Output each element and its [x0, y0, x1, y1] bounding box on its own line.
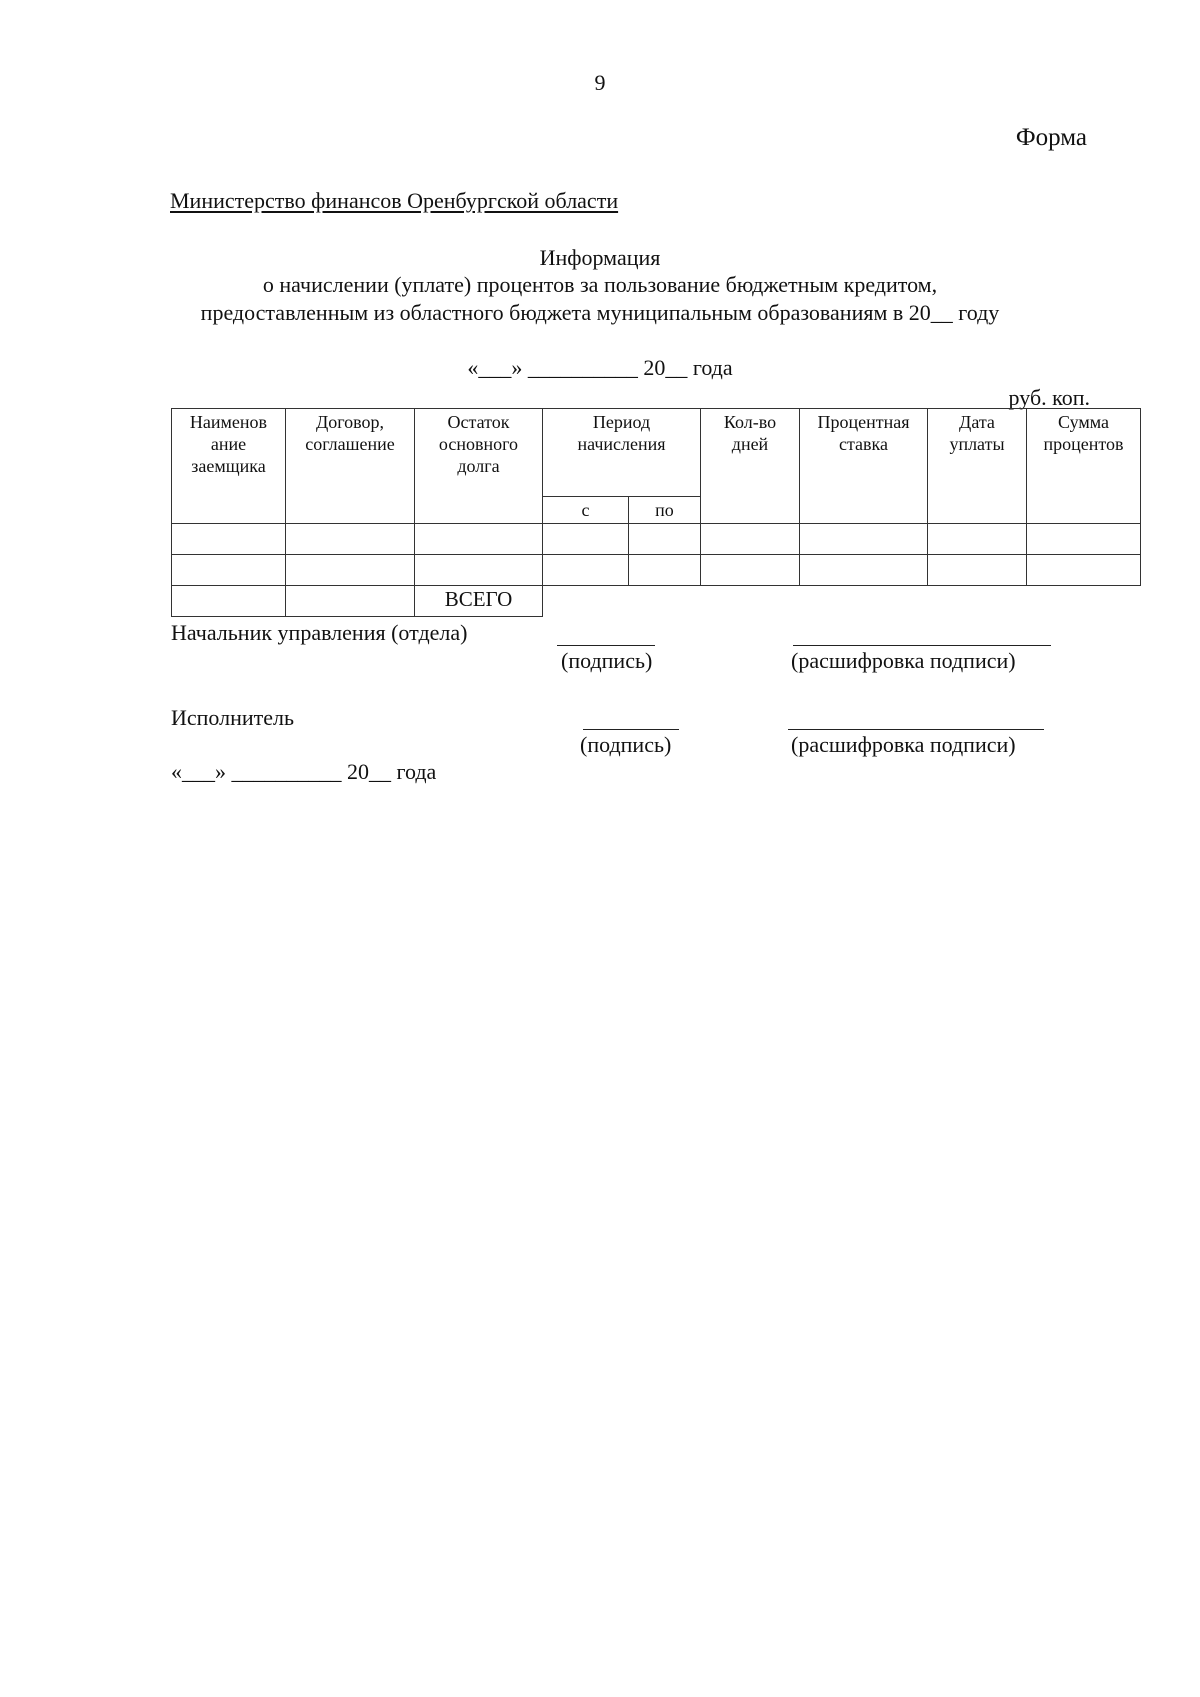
header-text: Наименов — [189, 412, 268, 432]
head-signature-caption: (подпись) — [561, 648, 653, 673]
header-text: Кол-во — [723, 412, 777, 432]
table-total-row — [172, 586, 1141, 617]
header-text: долга — [457, 456, 500, 476]
table-spacer — [629, 586, 701, 617]
header-text: дней — [731, 434, 769, 454]
table-cell — [172, 586, 286, 617]
table-cell — [286, 555, 415, 586]
col-header-period-to: по — [629, 497, 701, 524]
table-cell — [172, 555, 286, 586]
table-cell — [701, 555, 800, 586]
col-header-payment-date — [928, 409, 1027, 524]
table-spacer — [800, 586, 928, 617]
table-cell — [286, 524, 415, 555]
table-cell — [629, 555, 701, 586]
header-text: основного — [438, 434, 519, 454]
col-header-borrower — [172, 409, 286, 524]
table-cell — [172, 524, 286, 555]
table-spacer — [1027, 586, 1141, 617]
head-decoding-caption: (расшифровка подписи) — [791, 648, 1016, 673]
header-text: Процентная — [817, 412, 910, 432]
bottom-date-line: «___» __________ 20__ года — [171, 759, 437, 784]
header-text: Период — [592, 412, 651, 432]
col-header-period-from: с — [543, 497, 629, 524]
document-subtitle-line1: о начислении (уплате) процентов за пользование бюджетным кредитом, — [262, 272, 938, 297]
head-of-department-label: Начальник управления (отдела) — [171, 620, 468, 645]
executor-label: Исполнитель — [171, 705, 295, 730]
table-cell — [701, 524, 800, 555]
document-title: Информация — [539, 245, 661, 270]
col-header-interest-rate — [800, 409, 928, 524]
col-header-agreement — [286, 409, 415, 524]
col-header-interest-sum — [1027, 409, 1141, 524]
table-cell — [800, 524, 928, 555]
head-signature-line — [557, 645, 655, 646]
col-header-days-count — [701, 409, 800, 524]
head-decoding-line — [793, 645, 1051, 646]
executor-decoding-caption: (расшифровка подписи) — [791, 732, 1016, 757]
header-text: соглашение — [305, 434, 395, 454]
table-header-row — [172, 409, 1141, 497]
table-spacer — [701, 586, 800, 617]
table-cell — [286, 586, 415, 617]
total-label: ВСЕГО — [415, 586, 543, 617]
report-table — [171, 408, 1141, 617]
document-subtitle-line2: предоставленным из областного бюджета муниципальным образованиям в 20__ году — [200, 300, 1000, 325]
ministry-name: Министерство финансов Оренбургской области — [170, 188, 619, 213]
header-text: начисления — [577, 434, 666, 454]
header-text: Сумма — [1058, 412, 1109, 432]
table-row — [172, 555, 1141, 586]
header-text: Остаток — [447, 412, 510, 432]
table-cell — [1027, 555, 1141, 586]
header-text: Договор, — [315, 412, 385, 432]
table-row — [172, 524, 1141, 555]
report-date-line: «___» __________ 20__ года — [467, 355, 733, 380]
header-text: Дата — [959, 412, 995, 432]
table-cell — [928, 555, 1027, 586]
header-text: ание — [210, 434, 247, 454]
table-cell — [629, 524, 701, 555]
table-cell — [543, 555, 629, 586]
table-cell — [928, 524, 1027, 555]
executor-signature-line — [583, 729, 679, 730]
header-text: уплаты — [949, 434, 1005, 454]
header-text: процентов — [1043, 434, 1124, 454]
header-text: заемщика — [191, 456, 266, 476]
table-cell — [415, 524, 543, 555]
header-text: ставка — [838, 434, 889, 454]
table-spacer — [543, 586, 629, 617]
col-header-accrual-period — [543, 409, 701, 497]
table-cell — [800, 555, 928, 586]
table-cell — [543, 524, 629, 555]
page-number: 9 — [594, 70, 606, 95]
table-spacer — [928, 586, 1027, 617]
table-cell — [415, 555, 543, 586]
executor-signature-caption: (подпись) — [580, 732, 672, 757]
executor-decoding-line — [788, 729, 1044, 730]
col-header-principal-balance — [415, 409, 543, 524]
table-cell — [1027, 524, 1141, 555]
form-label: Форма — [1015, 124, 1087, 151]
currency-units: руб. коп. — [1008, 385, 1090, 410]
